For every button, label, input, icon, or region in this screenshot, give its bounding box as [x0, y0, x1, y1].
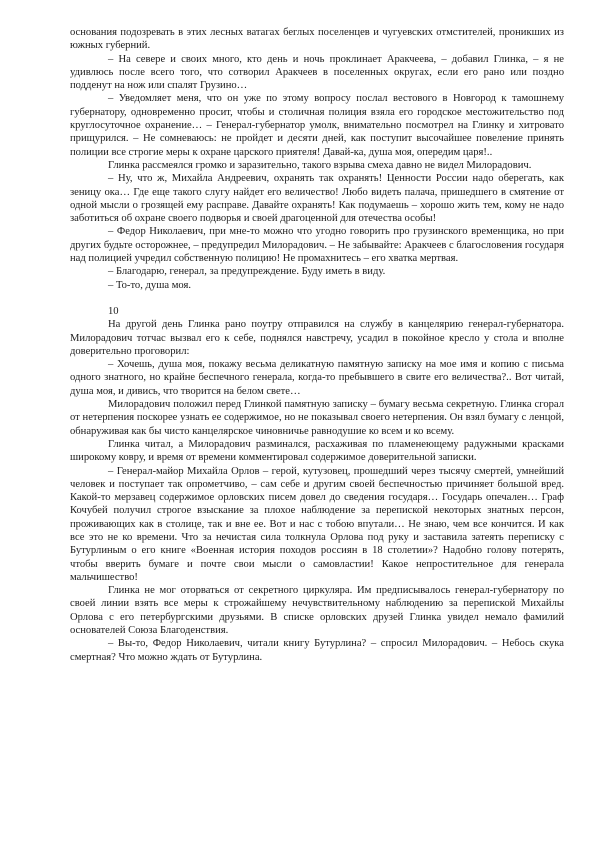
paragraph: – Генерал-майор Михайла Орлов – герой, кутузовец, прошедший через тысячу смертей, умнейший человек и поступает так опрометчиво, – сам себе и другим своей беспечностью причиняет большой вред. Какой-то мерзавец содержимое орловских писем довел до сведения государя… Государь опечален… Граф Кочубей получил строгое взыскание за плохое наблюдение за перепиской некоторых знатных персон, проживающих как в столице, так и вне ее. Вот и нас с тобою впутали… Не знаю, чем все кончится. И как все это не ко времени. Что за нечистая сила толкнула Орлова под руку и заставила затеять переписку с Бутурлиным о его книге «Военная история походов россиян в 18 столетии»? Надобно голову потерять, чтобы вверить бумаге и почте свои мысли о самовластии! Какое непростительное для генерала мальчишество!	[70, 465, 564, 583]
paragraph: – Благодарю, генерал, за предупреждение. Буду иметь в виду.	[108, 266, 386, 278]
paragraph: Милорадович положил перед Глинкой памятную записку – бумагу весьма секретную. Глинка сгорал от нетерпения поскорее узнать ее содержимое, но не показывал своего нетерпения. Он взял бумагу с ленцой, обнаруживая как бы чисто канцелярское чиновничье равнодушие ко всем и ко всему.	[70, 399, 564, 437]
paragraph: основания подозревать в этих лесных ватагах беглых поселенцев и чугуевских отмстителей, проникших из южных губерний.	[70, 27, 564, 52]
paragraph: – Вы-то, Федор Николаевич, читали книгу Бутурлина? – спросил Милорадович. – Небось скука смертная? Что можно ждать от Бутурлина.	[70, 638, 564, 663]
paragraph: – Уведомляет меня, что он уже по этому вопросу послал вестового в Новгород к тамошнему губернатору, одновременно просит, чтобы и столичная полиция взяла его городское местожительство под круглосуточное охранение… – Генерал-губернатор умолк, внимательно посмотрел на Глинку и хитровато прищурился. – Не сомневаюсь: не пройдет и десяти дней, как поступит высочайшее повеление принять полиции все строгие меры к охране царского приятеля! Давай-ка, душа моя, опередим царя!..	[70, 93, 564, 158]
paragraph: – Хочешь, душа моя, покажу весьма деликатную памятную записку на мое имя и копию с письма одного знатного, но крайне беспечного генерала, когда-то пребывшего в свите его величества?.. Вот читай, душа моя, и дивись, что творится на белом свете…	[70, 359, 564, 397]
paragraph: – Федор Николаевич, при мне-то можно что угодно говорить про грузинского временщика, но при других будьте осторожнее, – предупредил Милорадович. – Не забывайте: Аракчеев с благословения государя над полицией учредил собственную полицию! Не промахнитесь – его хватка мертвая.	[70, 226, 564, 265]
paragraph: Глинка рассмеялся громко и заразительно, такого взрыва смеха давно не видел Милорадович.	[108, 159, 532, 171]
paragraph: – Ну, что ж, Михайла Андреевич, охранять так охранять! Ценности России надо оберегать, как зеницу ока… Где еще такого слугу найдет его величество! Любо видеть палача, пришедшего в смятение от одной мысли о грозящей ему расправе. Давайте охранять! Как подумаешь – хорошо жить тем, кому не надо заботиться об охране своего подворья и своей драгоценной для отечества особы!	[70, 173, 564, 225]
chapter-number: 10	[108, 305, 119, 317]
paragraph: На другой день Глинка рано поутру отправился на службу в канцелярию генерал-губернатора. Милорадович тотчас вызвал его к себе, поднялся навстречу, усадил в покойное кресло у стола и вполне доверительно проговорил:	[70, 319, 564, 357]
paragraph: Глинка не мог оторваться от секретного циркуляра. Им предписывалось генерал-губернатору по своей линии взять все меры к строжайшему нечувствительному наблюдению за перепиской Михайлы Орлова с его петербургскими друзьями. В списке орловских друзей Глинка увидел немало фамилий основателей Союза Благоденствия.	[70, 585, 564, 637]
paragraph: Глинка читал, а Милорадович разминался, расхаживая по пламенеющему радужными красками широкому ковру, и время от времени комментировал содержимое доверительной записки.	[70, 438, 564, 464]
paragraph: – То-то, душа моя.	[108, 279, 192, 291]
paragraph: – На севере и своих много, кто день и ночь проклинает Аракчеева, – добавил Глинка, – я не удивлюсь после всего того, что сотворил Аракчеев в поселенных округах, если его рано или поздно подденут на нож или спалят Грузино…	[70, 53, 564, 92]
